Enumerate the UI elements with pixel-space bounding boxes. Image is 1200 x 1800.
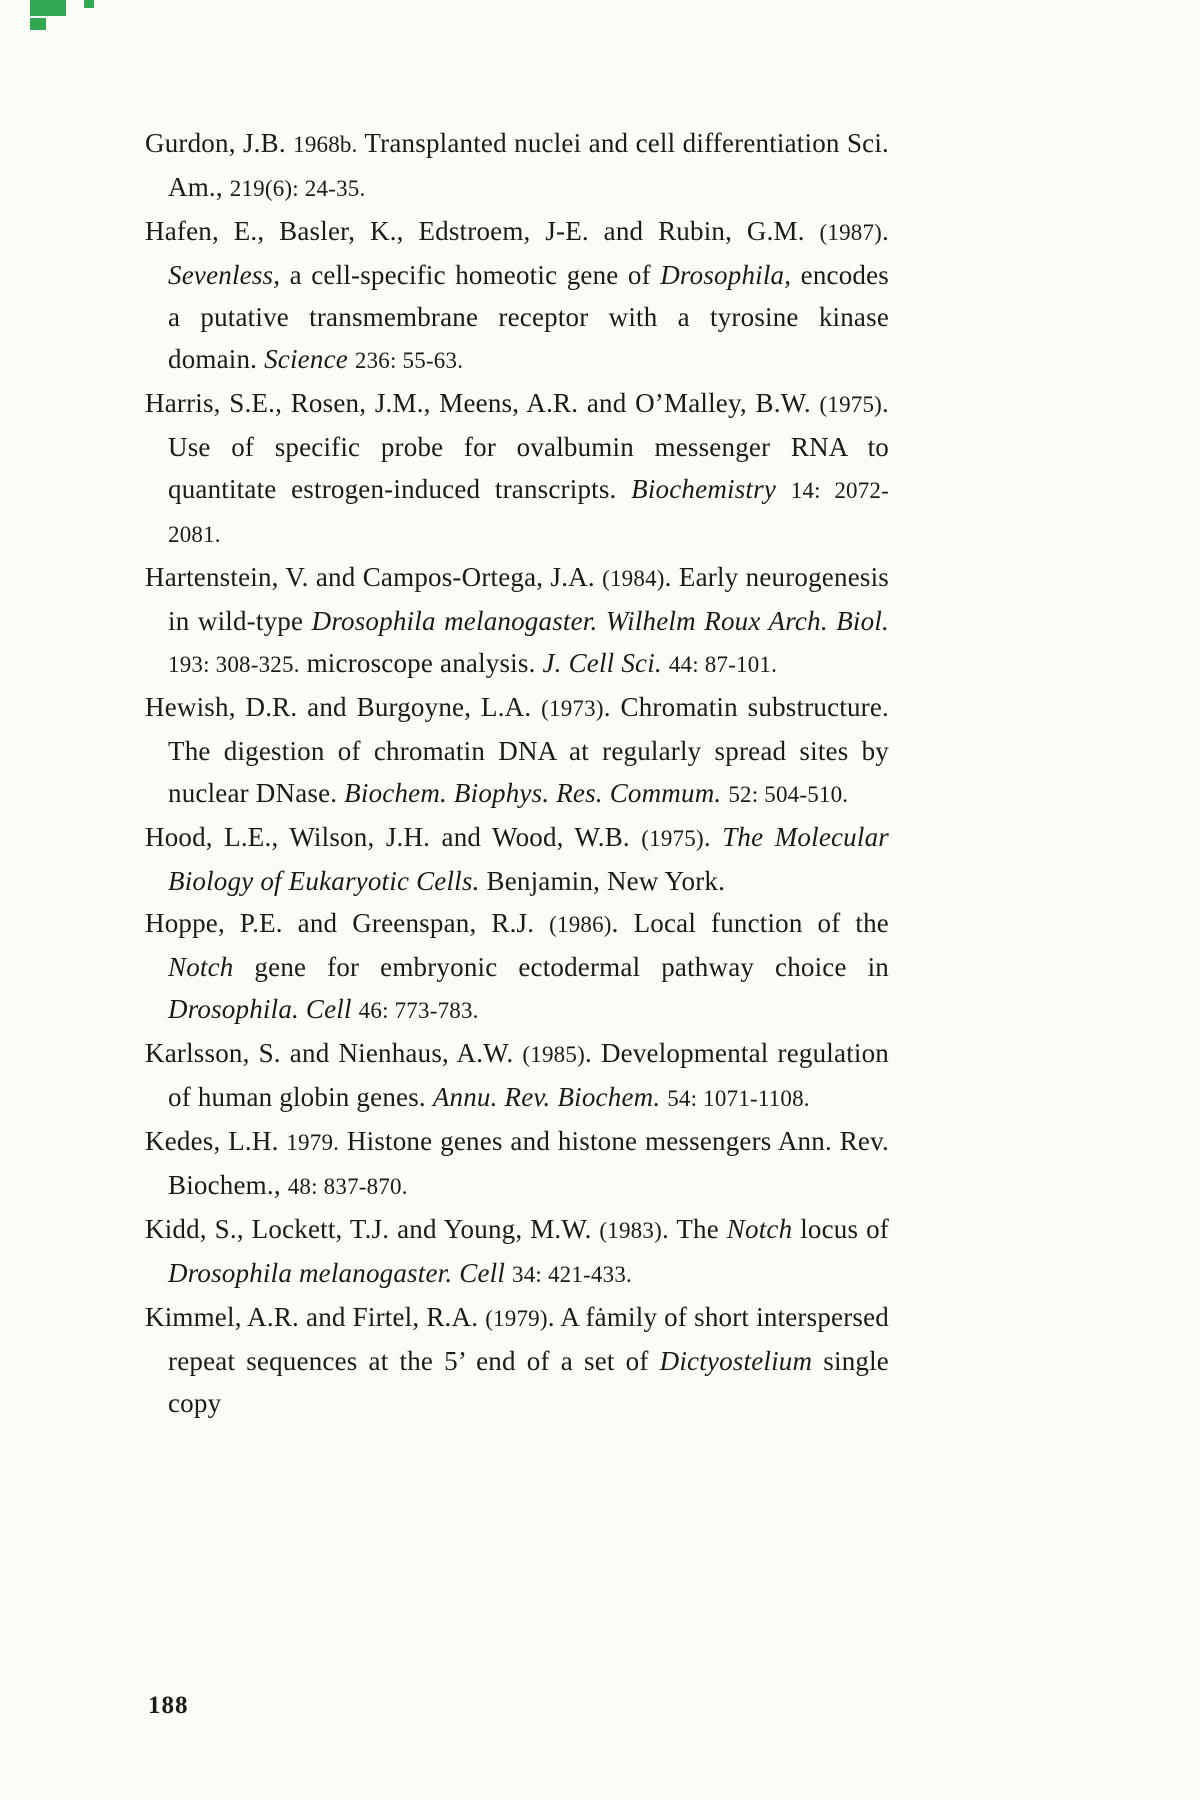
- reference-plain-text: a cell-specific homeotic gene of: [280, 260, 661, 290]
- reference-plain-text: Gurdon, J.B.: [145, 128, 294, 158]
- reference-italic-text: Sevenless,: [168, 260, 281, 290]
- reference-italic-text: Notch: [168, 952, 234, 982]
- scan-artifact: [84, 0, 94, 8]
- page-number: 188: [148, 1692, 189, 1719]
- reference-numeric-text: (1986): [549, 912, 612, 937]
- reference-plain-text: .: [703, 822, 723, 852]
- reference-numeric-text: (1984): [602, 566, 665, 591]
- reference-plain-text: [505, 1258, 512, 1288]
- reference-numeric-text: 219(6): 24-35.: [229, 176, 366, 201]
- references-list: [145, 122, 889, 1424]
- reference-numeric-text: (1973): [541, 696, 604, 721]
- reference-plain-text: . Use of specific probe for ovalbumin messenger RNA to quantitate estrogen-induced transcripts.: [168, 388, 889, 504]
- reference-numeric-text: (1975): [819, 392, 883, 417]
- reference-plain-text: Hafen, E., Basler, K., Edstroem, J-E. and Rubin, G.M.: [145, 216, 820, 246]
- reference-plain-text: . The: [661, 1214, 727, 1244]
- reference-italic-text: J. Cell Sci.: [542, 648, 662, 678]
- reference-entry: [145, 1296, 889, 1424]
- reference-plain-text: locus of: [792, 1214, 889, 1244]
- reference-entry: [145, 556, 889, 686]
- reference-plain-text: Hewish, D.R. and Burgoyne, L.A.: [145, 692, 542, 722]
- reference-italic-text: Drosophila melanogaster. Wilhelm Roux Arch. Biol.: [311, 606, 889, 636]
- reference-numeric-text: 52: 504-510.: [728, 782, 849, 807]
- reference-plain-text: [352, 994, 359, 1024]
- reference-numeric-text: (1987): [819, 220, 883, 245]
- reference-italic-text: Drosophila,: [660, 260, 792, 290]
- reference-numeric-text: (1975): [641, 826, 704, 851]
- reference-plain-text: Harris, S.E., Rosen, J.M., Meens, A.R. and O’Malley, B.W.: [145, 388, 820, 418]
- reference-plain-text: .: [882, 216, 889, 246]
- reference-numeric-text: (1983): [599, 1218, 662, 1243]
- reference-plain-text: gene for embryonic ectodermal pathway choice in: [233, 952, 889, 982]
- reference-plain-text: Kimmel, A.R. and Firtel, R.A.: [145, 1302, 486, 1332]
- reference-entry: [145, 210, 889, 382]
- reference-plain-text: Histone genes and histone messengers Ann. Rev. Biochem.,: [168, 1126, 889, 1200]
- reference-numeric-text: 1979.: [286, 1130, 340, 1155]
- reference-numeric-text: 44: 87-101.: [668, 652, 778, 677]
- reference-numeric-text: 48: 837-870.: [287, 1174, 408, 1199]
- reference-italic-text: Notch: [726, 1214, 793, 1244]
- reference-italic-text: Drosophila melanogaster. Cell: [168, 1258, 506, 1288]
- scan-artifact: [30, 18, 46, 30]
- reference-plain-text: Karlsson, S. and Nienhaus, A.W.: [145, 1038, 523, 1068]
- reference-numeric-text: 193: 308-325.: [168, 652, 300, 677]
- reference-italic-text: Biochemistry: [631, 474, 777, 504]
- reference-numeric-text: (1985): [522, 1042, 585, 1067]
- reference-plain-text: . Developmental regulation of human globin genes.: [168, 1038, 889, 1112]
- reference-numeric-text: 14: 2072-2081.: [168, 478, 889, 547]
- reference-plain-text: Transplanted nuclei and cell differentiation Sci. Am.,: [168, 128, 889, 202]
- reference-plain-text: . A fȧmily of short interspersed repeat sequences at the 5’ end of a set of: [168, 1302, 889, 1376]
- reference-entry: [145, 816, 889, 902]
- reference-entry: [145, 686, 889, 816]
- reference-italic-text: Drosophila. Cell: [168, 994, 352, 1024]
- reference-plain-text: . Chromatin substructure. The digestion of chromatin DNA at regularly spread sites by nuclear DNase.: [168, 692, 889, 808]
- reference-entry: [145, 122, 889, 210]
- reference-numeric-text: 54: 1071-1108.: [667, 1086, 810, 1111]
- reference-plain-text: microscope analysis.: [299, 648, 543, 678]
- scan-artifact: [30, 0, 66, 16]
- reference-plain-text: Kidd, S., Lockett, T.J. and Young, M.W.: [145, 1214, 600, 1244]
- reference-italic-text: The Molecular Biology of Eukaryotic Cells.: [168, 822, 889, 896]
- reference-plain-text: [776, 474, 791, 504]
- reference-plain-text: Hoppe, P.E. and Greenspan, R.J.: [145, 908, 550, 938]
- reference-numeric-text: (1979): [485, 1306, 548, 1331]
- reference-plain-text: single copy: [168, 1346, 889, 1418]
- reference-plain-text: [348, 344, 355, 374]
- reference-plain-text: Hood, L.E., Wilson, J.H. and Wood, W.B.: [145, 822, 642, 852]
- reference-plain-text: Kedes, L.H.: [145, 1126, 287, 1156]
- reference-italic-text: Science: [264, 344, 348, 374]
- reference-entry: [145, 902, 889, 1032]
- reference-italic-text: Biochem. Biophys. Res. Commum.: [344, 778, 722, 808]
- reference-italic-text: Annu. Rev. Biochem.: [432, 1082, 661, 1112]
- reference-italic-text: Dictyostelium: [659, 1346, 813, 1376]
- reference-plain-text: . Local function of the: [611, 908, 889, 938]
- reference-entry: [145, 1208, 889, 1296]
- reference-numeric-text: 1968b.: [293, 132, 358, 157]
- reference-plain-text: [662, 648, 669, 678]
- reference-plain-text: Benjamin, New York.: [479, 866, 726, 896]
- reference-entry: [145, 1032, 889, 1120]
- reference-entry: [145, 1120, 889, 1208]
- reference-entry: [145, 382, 889, 556]
- reference-plain-text: encodes a putative transmembrane receptor with a tyrosine kinase domain.: [168, 260, 889, 374]
- reference-plain-text: . Early neurogenesis in wild-type: [168, 562, 889, 636]
- reference-plain-text: Hartenstein, V. and Campos-Ortega, J.A.: [145, 562, 603, 592]
- reference-numeric-text: 34: 421-433.: [512, 1262, 632, 1287]
- reference-numeric-text: 46: 773-783.: [358, 998, 479, 1023]
- reference-numeric-text: 236: 55-63.: [354, 348, 464, 373]
